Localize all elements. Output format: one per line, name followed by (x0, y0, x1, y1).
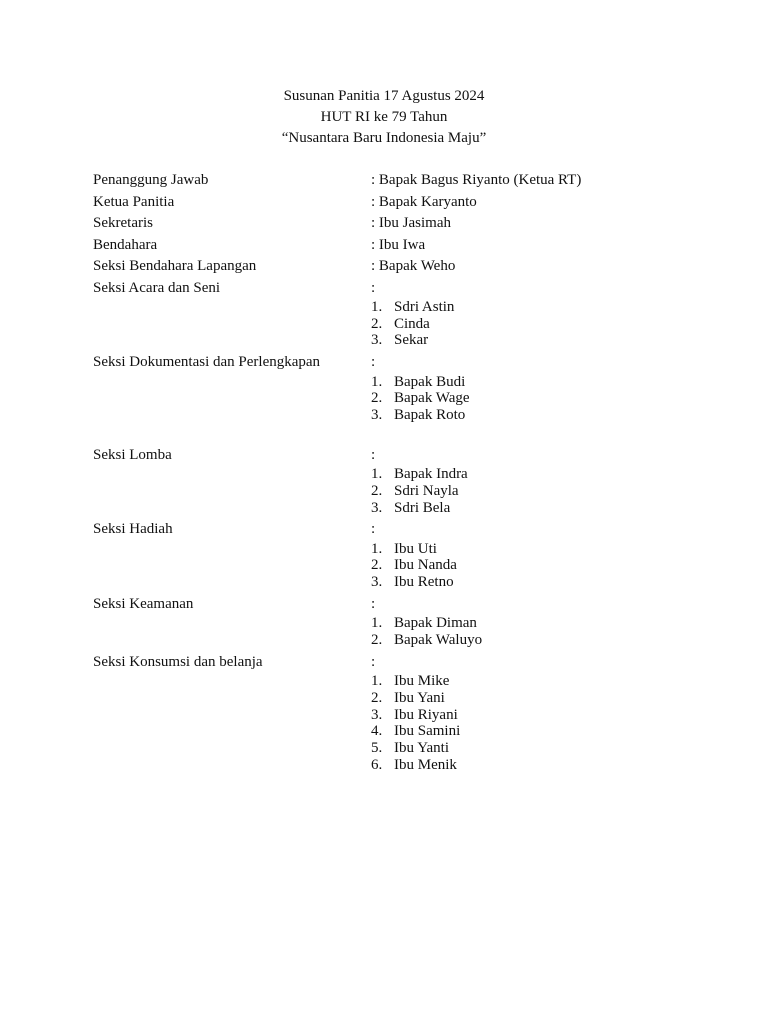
member-list (93, 541, 713, 591)
list-number: 3. (371, 574, 383, 591)
list-item (93, 316, 713, 333)
section-acara-seni (93, 278, 713, 350)
section-header (93, 278, 713, 300)
member-name: Ibu Samini (394, 723, 461, 740)
member-name: Sdri Nayla (394, 482, 459, 499)
section-header (93, 594, 713, 616)
list-item (93, 483, 713, 500)
list-item (93, 690, 713, 707)
member-list (93, 466, 713, 516)
officer-value: : Ibu Iwa (371, 236, 426, 253)
officer-row (93, 170, 713, 192)
officer-label: Seksi Bendahara Lapangan (93, 258, 257, 274)
list-number: 1. (371, 540, 383, 557)
list-item (93, 757, 713, 774)
list-number: 1. (371, 615, 383, 632)
list-number: 3. (371, 332, 383, 349)
list-number: 6. (371, 756, 383, 773)
officer-row (93, 256, 713, 278)
section-colon: : (371, 354, 376, 371)
section-colon: : (371, 279, 376, 296)
section-lomba (93, 445, 713, 517)
document-header (0, 86, 768, 149)
member-name: Cinda (394, 315, 430, 332)
list-number: 2. (371, 689, 383, 706)
list-number: 3. (371, 406, 383, 423)
list-number: 2. (371, 482, 383, 499)
member-name: Ibu Mike (394, 673, 450, 690)
officer-value: : Bapak Weho (371, 258, 456, 274)
section-label: Seksi Konsumsi dan belanja (93, 653, 263, 670)
list-item (93, 299, 713, 316)
list-item (93, 632, 713, 649)
member-name: Ibu Uti (394, 540, 437, 557)
officer-value: : Bapak Karyanto (371, 193, 477, 210)
section-dokumentasi (93, 352, 713, 424)
list-item (93, 615, 713, 632)
list-item (93, 390, 713, 407)
member-list (93, 374, 713, 424)
member-list (93, 615, 713, 648)
header-theme: “Nusantara Baru Indonesia Maju” (281, 130, 487, 146)
section-label: Seksi Keamanan (93, 595, 194, 612)
list-item (93, 707, 713, 724)
section-header (93, 445, 713, 467)
section-colon: : (371, 653, 376, 670)
list-item (93, 541, 713, 558)
committee-list (93, 170, 713, 773)
list-number: 1. (371, 299, 383, 315)
member-name: Bapak Budi (394, 373, 466, 390)
list-number: 1. (371, 673, 383, 690)
list-item (93, 673, 713, 690)
member-name: Ibu Yani (394, 689, 445, 706)
member-name: Bapak Wage (394, 390, 470, 407)
section-label: Seksi Hadiah (93, 521, 173, 538)
list-number: 2. (371, 557, 383, 574)
section-header (93, 652, 713, 674)
list-number: 3. (371, 499, 383, 516)
header-subtitle: HUT RI ke 79 Tahun (320, 109, 448, 125)
member-name: Sekar (394, 332, 429, 349)
member-name: Bapak Indra (394, 466, 468, 483)
section-header (93, 352, 713, 374)
officer-row (93, 213, 713, 235)
list-item (93, 723, 713, 740)
list-number: 2. (371, 315, 383, 332)
list-item (93, 407, 713, 424)
member-name: Bapak Waluyo (394, 631, 483, 648)
section-label: Seksi Dokumentasi dan Perlengkapan (93, 354, 321, 371)
list-item (93, 740, 713, 757)
section-label: Seksi Lomba (93, 446, 172, 463)
list-number: 1. (371, 373, 383, 390)
list-item (93, 557, 713, 574)
section-keamanan (93, 594, 713, 649)
section-colon: : (371, 595, 376, 612)
section-konsumsi (93, 652, 713, 774)
officer-value: : Bapak Bagus Riyanto (Ketua RT) (371, 172, 582, 188)
header-title: Susunan Panitia 17 Agustus 2024 (283, 88, 485, 104)
officer-row (93, 192, 713, 214)
member-list (93, 673, 713, 773)
officer-label: Bendahara (93, 236, 158, 253)
member-name: Ibu Nanda (394, 557, 457, 574)
officer-label: Penanggung Jawab (93, 172, 209, 188)
member-name: Ibu Menik (394, 756, 457, 773)
officer-label: Sekretaris (93, 215, 153, 231)
list-item (93, 374, 713, 391)
list-item (93, 500, 713, 517)
list-number: 2. (371, 631, 383, 648)
list-item (93, 466, 713, 483)
member-name: Bapak Diman (394, 615, 477, 632)
section-colon: : (371, 446, 376, 463)
member-name: Sdri Bela (394, 499, 451, 516)
list-item (93, 574, 713, 591)
officer-value: : Ibu Jasimah (371, 215, 451, 231)
member-name: Bapak Roto (394, 406, 466, 423)
member-name: Ibu Riyani (394, 706, 458, 723)
member-name: Ibu Yanti (394, 739, 450, 756)
list-number: 1. (371, 466, 383, 483)
section-colon: : (371, 521, 376, 538)
list-number: 2. (371, 390, 383, 407)
list-item (93, 332, 713, 349)
section-hadiah (93, 519, 713, 591)
list-number: 5. (371, 739, 383, 756)
member-name: Sdri Astin (394, 299, 455, 315)
officer-row (93, 235, 713, 257)
section-header (93, 519, 713, 541)
list-number: 3. (371, 706, 383, 723)
member-name: Ibu Retno (394, 574, 454, 591)
member-list (93, 299, 713, 349)
list-number: 4. (371, 723, 383, 740)
section-label: Seksi Acara dan Seni (93, 279, 221, 296)
officer-label: Ketua Panitia (93, 193, 175, 210)
